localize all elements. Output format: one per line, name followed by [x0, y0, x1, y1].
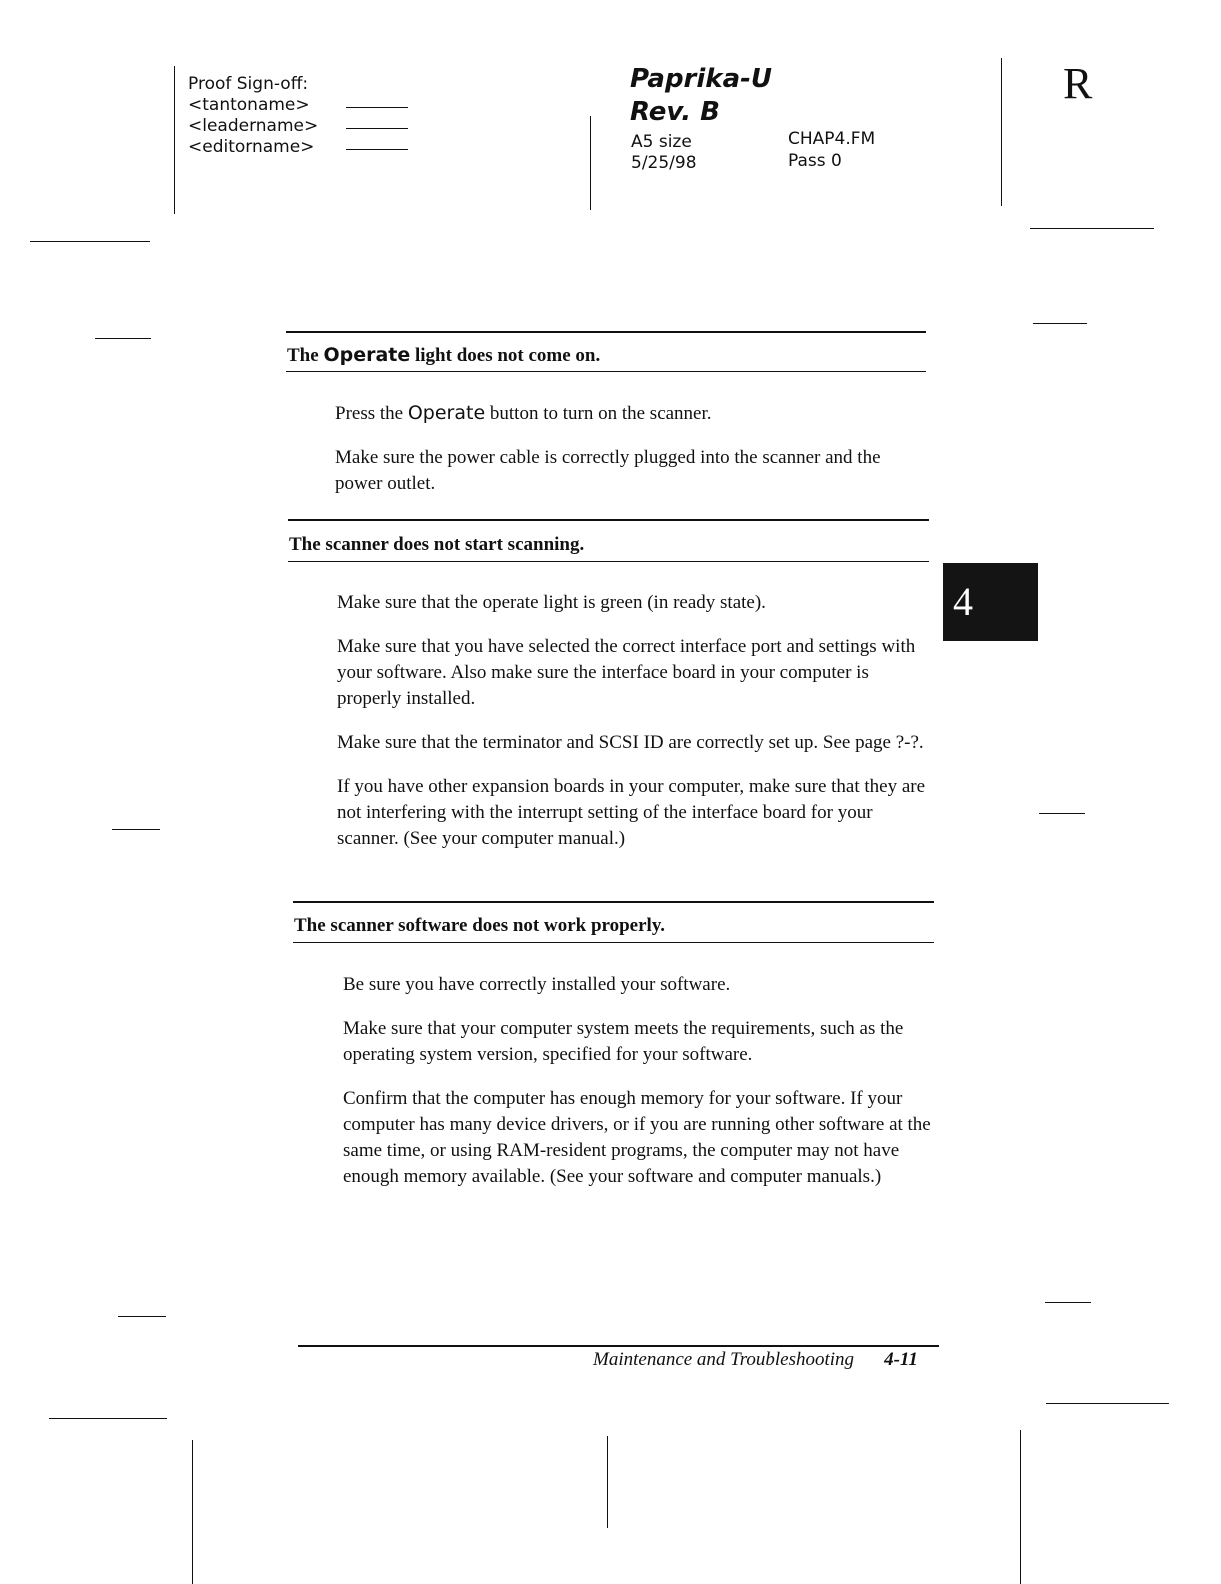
crop-mark — [1020, 1430, 1021, 1584]
page-size: A5 size — [631, 132, 692, 152]
crop-mark — [30, 241, 150, 242]
section-heading-software: The scanner software does not work properly. — [294, 915, 666, 936]
crop-mark — [118, 1316, 166, 1317]
section-rule-bottom — [288, 561, 929, 562]
paragraph: Make sure that your computer system meets the requirements, such as the operating system version, specified for your software. — [343, 1018, 904, 1065]
date: 5/25/98 — [631, 153, 697, 173]
crop-mark — [49, 1418, 167, 1419]
page-number: 4-11 — [884, 1349, 918, 1370]
paragraph: Confirm that the computer has enough memory for your software. If your computer has many device drivers, or if you are running other software at the same time, or using RAM-resident programs, the computer may not have enough memory available. (See your software and computer manuals.) — [343, 1088, 931, 1187]
header-vertical-rule-right — [1001, 58, 1002, 206]
proof-signoff-block — [188, 74, 318, 158]
crop-mark — [192, 1440, 193, 1584]
chapter-tab: 4 — [943, 563, 1038, 641]
crop-mark — [95, 338, 151, 339]
crop-mark — [607, 1436, 608, 1528]
crop-mark — [112, 829, 160, 830]
signoff-leader: <leadername> — [188, 116, 319, 136]
heading-text: The — [287, 345, 324, 366]
signoff-tanto: <tantoname> — [188, 95, 310, 115]
revision-title: Rev. B — [630, 97, 720, 127]
section-rule-top — [286, 331, 926, 333]
section-heading-operate-light — [287, 344, 600, 367]
section-body — [343, 972, 938, 1208]
heading-text: light does not come on. — [410, 345, 601, 366]
operate-button-name: Operate — [407, 402, 486, 424]
section-rule-bottom — [286, 371, 926, 372]
paragraph-text: button to turn on the scanner. — [485, 403, 712, 424]
paragraph: Make sure the power cable is correctly plugged into the scanner and the power outlet. — [335, 447, 881, 494]
product-title: Paprika-U — [630, 64, 773, 94]
section-body — [335, 400, 930, 515]
signoff-line-editor — [346, 149, 408, 150]
section-heading-not-scanning: The scanner does not start scanning. — [289, 534, 585, 555]
paragraph: Make sure that the terminator and SCSI ID are correctly set up. See page ?-?. — [337, 732, 924, 753]
paragraph: Be sure you have correctly installed your software. — [343, 974, 731, 995]
paragraph — [335, 400, 930, 427]
revision-marker: R — [1063, 59, 1093, 108]
crop-mark — [1033, 323, 1087, 324]
signoff-line-leader — [346, 128, 408, 129]
section-rule-top — [293, 901, 934, 903]
file-name: CHAP4.FM — [788, 129, 876, 149]
paragraph: Make sure that you have selected the correct interface port and settings with your software. Also make sure the interface board in your computer is properly installed. — [337, 636, 916, 709]
crop-mark — [1045, 1302, 1091, 1303]
pass-label: Pass 0 — [788, 151, 842, 171]
footer-rule — [298, 1345, 939, 1347]
signoff-title: Proof Sign-off: — [188, 74, 309, 94]
signoff-line-tanto — [346, 107, 408, 108]
section-body — [337, 590, 932, 870]
running-footer — [593, 1349, 918, 1371]
operate-button-name: Operate — [323, 344, 411, 366]
header-vertical-rule-center — [590, 116, 591, 210]
paragraph: If you have other expansion boards in your computer, make sure that they are not interfering with the interrupt setting of the interface board for your scanner. (See your computer manual.) — [337, 776, 926, 849]
crop-mark — [1039, 813, 1085, 814]
signoff-editor: <editorname> — [188, 137, 315, 157]
section-rule-bottom — [293, 942, 934, 943]
section-rule-top — [288, 519, 929, 521]
crop-mark — [1046, 1403, 1169, 1404]
paragraph-text: Press the — [335, 403, 408, 424]
footer-chapter-title: Maintenance and Troubleshooting — [593, 1349, 855, 1370]
paragraph: Make sure that the operate light is green (in ready state). — [337, 592, 766, 613]
header-vertical-rule-left — [174, 66, 175, 214]
crop-mark — [1030, 228, 1154, 229]
